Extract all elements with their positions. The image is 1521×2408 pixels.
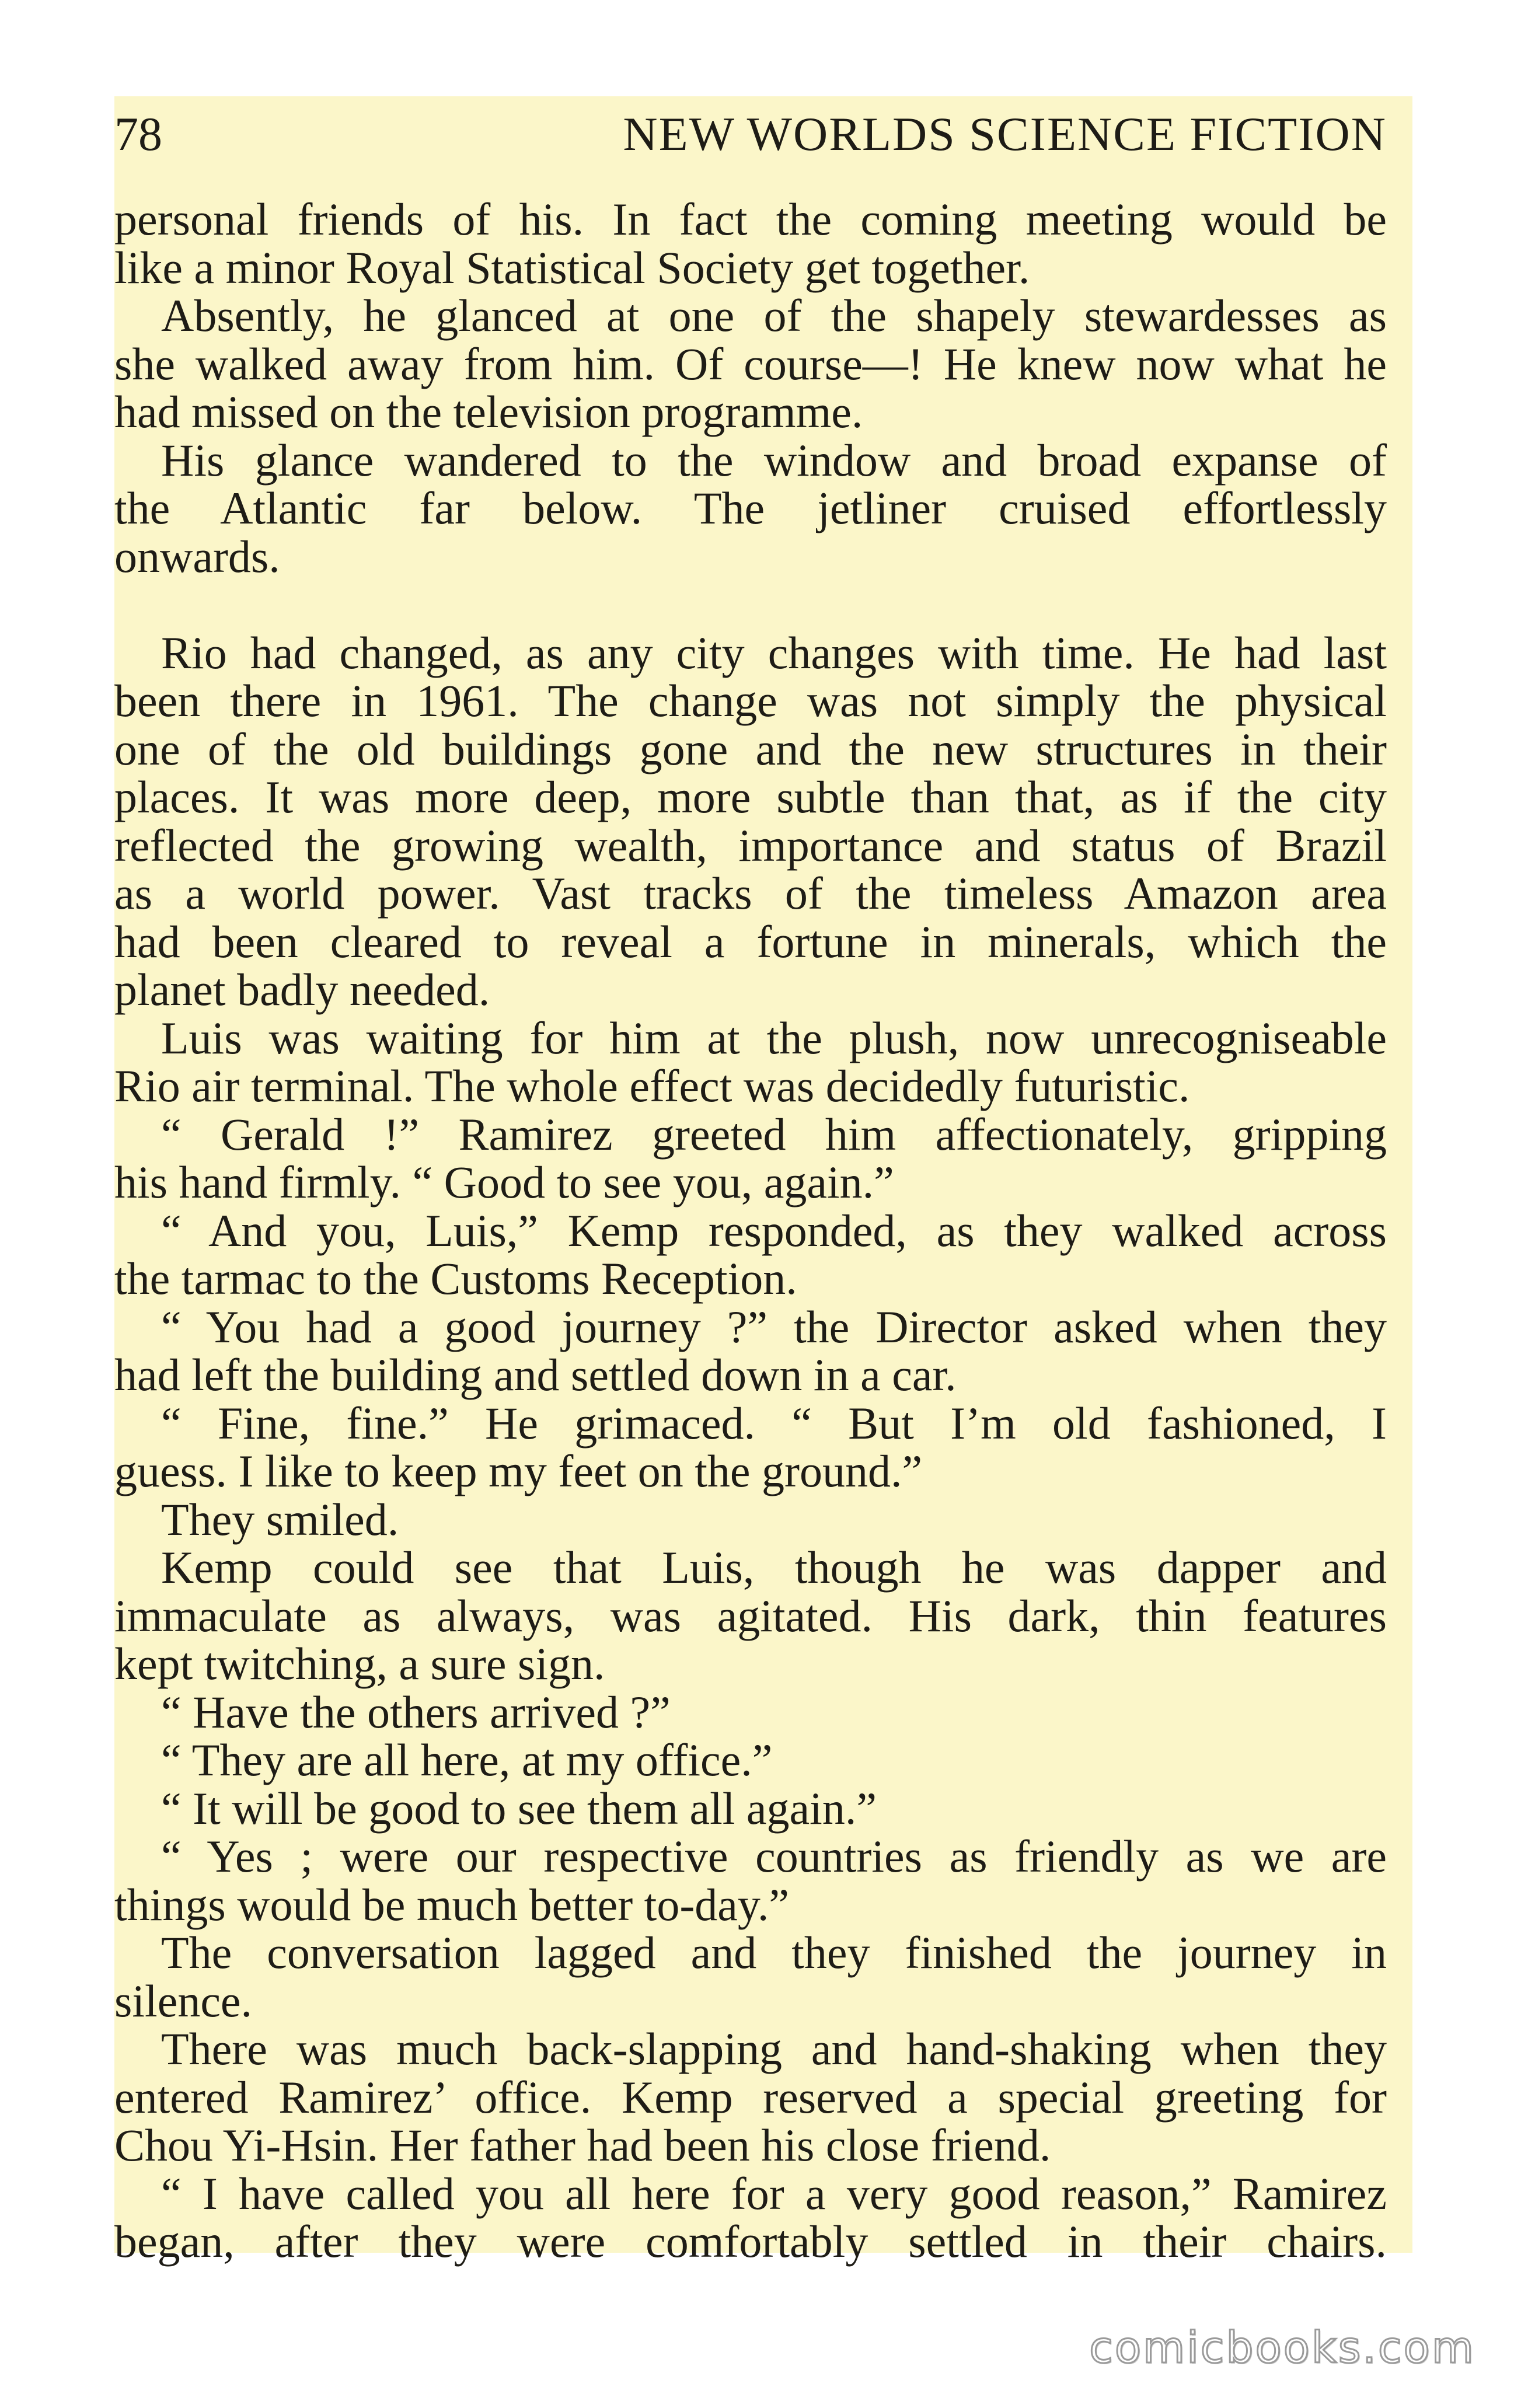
text-line: Rio air terminal. The whole effect was decidedly futuristic. bbox=[114, 1060, 1190, 1111]
section-break bbox=[114, 581, 1387, 629]
text-line: Luis was waiting for him at the plush, now unrecogniseable bbox=[161, 1012, 1387, 1063]
text-line: the tarmac to the Customs Reception. bbox=[114, 1253, 797, 1304]
text-line: “ And you, Luis,” Kemp responded, as they walked across bbox=[161, 1205, 1387, 1256]
body-text bbox=[114, 196, 1387, 2266]
text-line: had missed on the television programme. bbox=[114, 386, 863, 437]
text-line: There was much back-slapping and hand-shaking when they bbox=[161, 2023, 1387, 2074]
text-line: Chou Yi-Hsin. Her father had been his close friend. bbox=[114, 2120, 1051, 2170]
text-line: They smiled. bbox=[161, 1493, 399, 1545]
text-line: places. It was more deep, more subtle than that, as if the city bbox=[114, 772, 1387, 822]
text-line: “ Yes ; were our respective countries as friendly as we are bbox=[161, 1831, 1387, 1882]
text-line: silence. bbox=[114, 1975, 253, 2026]
text-line: began, after they were comfortably settled in their chairs. bbox=[114, 2216, 1387, 2267]
text-line: been there in 1961. The change was not simply the physical bbox=[114, 675, 1387, 726]
text-line: reflected the growing wealth, importance and status of Brazil bbox=[114, 819, 1387, 871]
text-line: The conversation lagged and they finished the journey in bbox=[161, 1927, 1387, 1978]
text-line: “ Have the others arrived ?” bbox=[161, 1686, 671, 1737]
text-line: Rio had changed, as any city changes with time. He had last bbox=[161, 627, 1387, 678]
text-line: like a minor Royal Statistical Society get together. bbox=[114, 242, 1030, 293]
text-line: planet badly needed. bbox=[114, 964, 490, 1015]
text-line: guess. I like to keep my feet on the ground.” bbox=[114, 1446, 923, 1496]
text-line: kept twitching, a sure sign. bbox=[114, 1638, 605, 1689]
text-line: things would be much better to-day.” bbox=[114, 1879, 789, 1930]
text-line: “ Gerald !” Ramirez greeted him affectionately, gripping bbox=[161, 1108, 1387, 1160]
text-line: Kemp could see that Luis, though he was dapper and bbox=[161, 1542, 1387, 1593]
text-line: “ You had a good journey ?” the Director asked when they bbox=[161, 1301, 1387, 1352]
text-line: she walked away from him. Of course—! He knew now what he bbox=[114, 338, 1387, 389]
text-line: “ It will be good to see them all again.” bbox=[161, 1782, 877, 1834]
text-line: his hand firmly. “ Good to see you, again.” bbox=[114, 1157, 894, 1208]
text-line: “ They are all here, at my office.” bbox=[161, 1735, 773, 1785]
text-line: Absently, he glanced at one of the shapely stewardesses as bbox=[161, 290, 1387, 341]
text-line: onwards. bbox=[114, 531, 280, 582]
page-header bbox=[114, 102, 1387, 166]
text-line: entered Ramirez’ office. Kemp reserved a special greeting for bbox=[114, 2071, 1387, 2123]
text-line: “ Fine, fine.” He grimaced. “ But I’m old fashioned, I bbox=[161, 1397, 1387, 1449]
running-title: NEW WORLDS SCIENCE FICTION bbox=[623, 107, 1387, 160]
watermark-logo: comicbooks.com bbox=[1089, 2323, 1475, 2373]
text-line: had left the building and settled down in a car. bbox=[114, 1349, 957, 1400]
page-number: 78 bbox=[114, 107, 162, 160]
text-line: as a world power. Vast tracks of the timeless Amazon area bbox=[114, 868, 1387, 919]
text-line: one of the old buildings gone and the new structures in their bbox=[114, 723, 1387, 774]
text-line: His glance wandered to the window and broad expanse of bbox=[161, 434, 1387, 486]
text-line: the Atlantic far below. The jetliner cruised effortlessly bbox=[114, 483, 1387, 533]
text-line: “ I have called you all here for a very good reason,” Ramirez bbox=[161, 2168, 1387, 2219]
text-line: immaculate as always, was agitated. His dark, thin features bbox=[114, 1590, 1387, 1641]
text-line: had been cleared to reveal a fortune in minerals, which the bbox=[114, 916, 1387, 967]
text-line: personal friends of his. In fact the coming meeting would be bbox=[114, 194, 1387, 245]
